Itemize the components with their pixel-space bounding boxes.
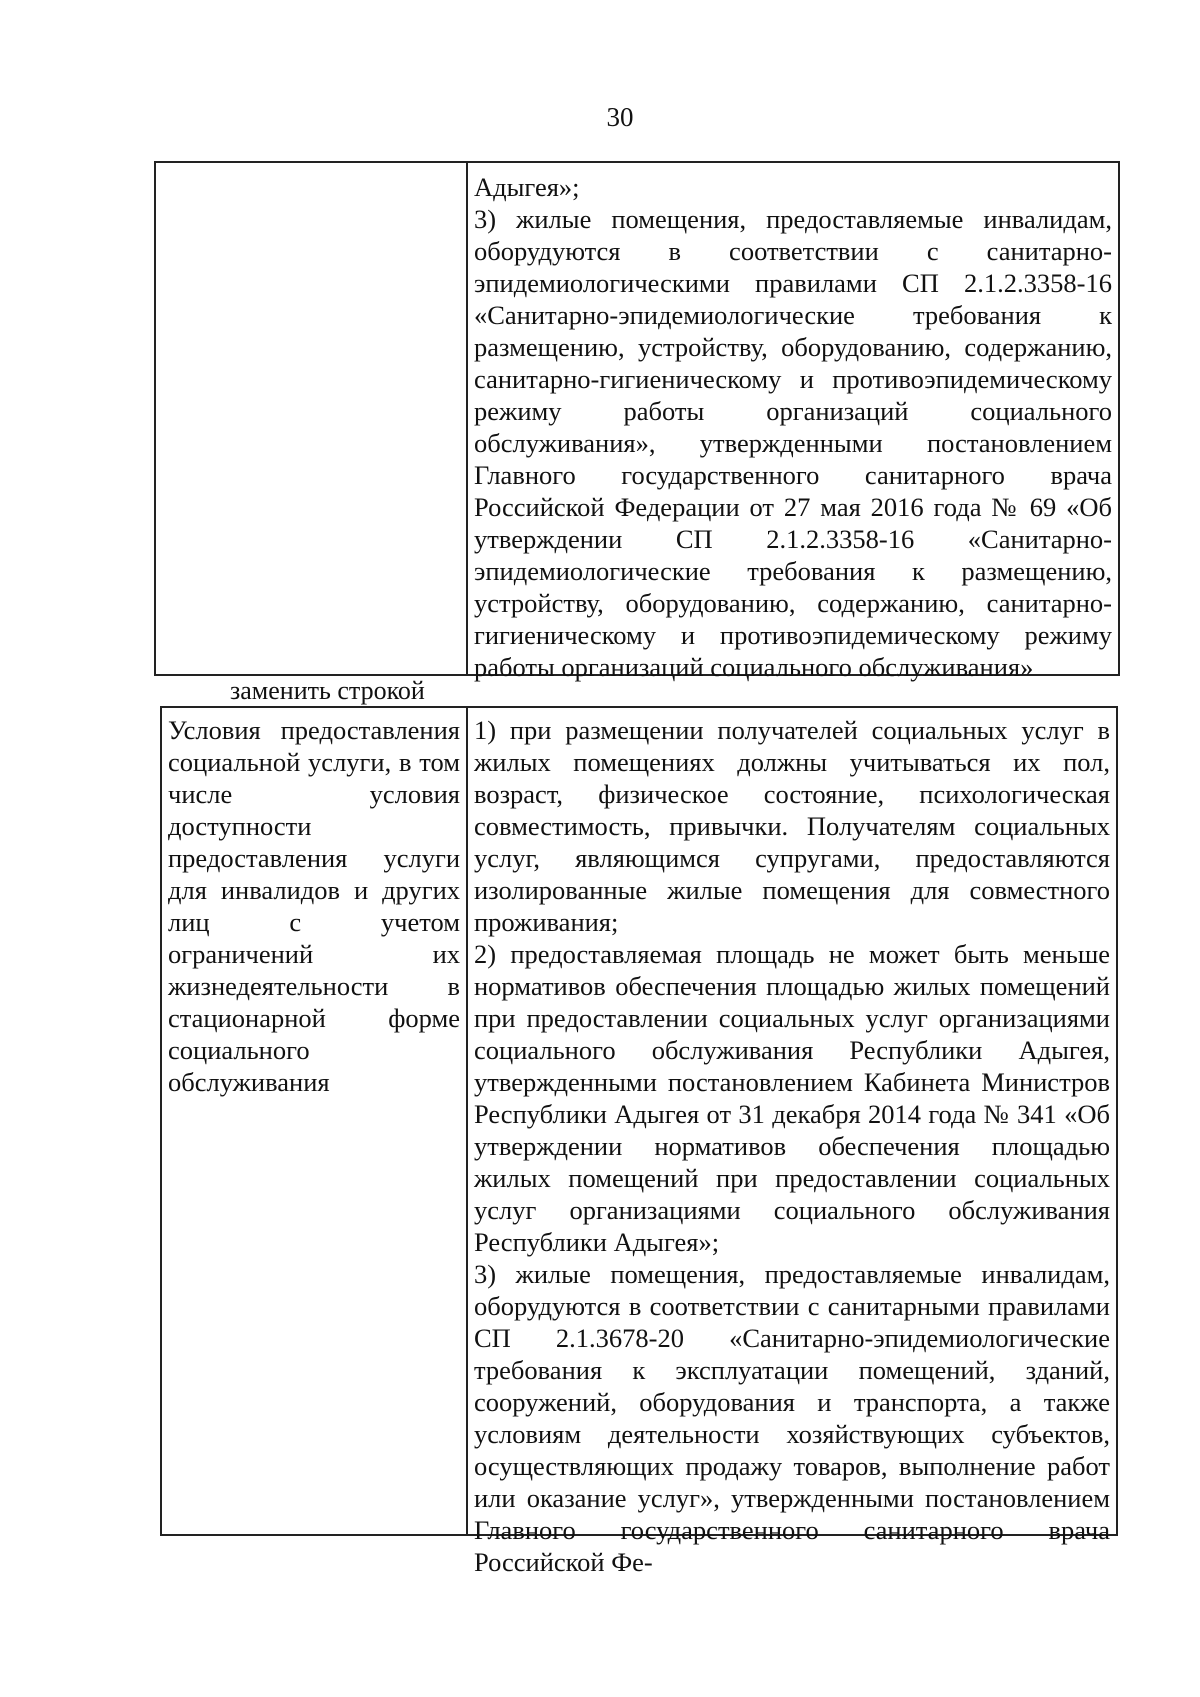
paragraph: 3) жилые помещения, предоставляемые инвалидам, оборудуются в соответствии с санитарно-эпидемиологическими правилами СП 2.1.2.3358-16 «Санитарно-эпидемиологические требования к размещению, устройству, оборудованию, содержанию, санитарно-гигиеническому и противоэпидемическому режиму работы организаций социального обслуживания», утвержденными постановлением Главного государственного санитарного врача Российской Федерации от 27 мая 2016 года № 69 «Об утверждении СП 2.1.2.3358-16 «Санитарно-эпидемиологические требования к размещению, устройству, оборудованию, содержанию, санитарно-гигиеническому и противоэпидемическому режиму работы организаций социального обслуживания»: [474, 204, 1112, 682]
paragraph: 1) при размещении получателей социальных услуг в жилых помещениях должны учитываться их пол, возраст, физическое состояние, психологическая совместимость, привычки. Получателям социальных услуг, являющимся супругами, предоставляются изолированные жилые помещения для совместного проживания;: [474, 715, 1110, 937]
new-row-table: [160, 706, 1118, 1577]
new-row-left-cell: Условия предоставления социальной услуги, в том числе условия доступности предоставления услуги для инвалидов и других лиц с учетом ограничений их жизнедеятельности в стационарной форме социального обслуживания: [162, 708, 468, 1534]
new-row-right-cell: [468, 708, 1116, 1577]
paragraph: Адыгея»;: [474, 172, 580, 202]
page-number: 30: [606, 102, 634, 132]
paragraph: 3) жилые помещения, предоставляемые инвалидам, оборудуются в соответствии с санитарными правилами СП 2.1.3678-20 «Санитарно-эпидемиологические требования к эксплуатации помещений, зданий, сооружений, оборудования и транспорта, а также условиям деятельности хозяйствующих субъектов, осуществляющих продажу товаров, выполнение работ или оказание услуг», утвержденными постановлением Главного государственного санитарного врача Российской Фе-: [474, 1259, 1110, 1577]
previous-row-left-cell: [156, 163, 468, 674]
replace-label: заменить строкой: [230, 676, 425, 705]
previous-row-right-cell: [468, 163, 1118, 682]
previous-row-table: [154, 161, 1120, 682]
paragraph: 2) предоставляемая площадь не может быть меньше нормативов обеспечения площадью жилых помещений при предоставлении социальных услуг организациями социального обслуживания Республики Адыгея, утвержденными постановлением Кабинета Министров Республики Адыгея от 31 декабря 2014 года № 341 «Об утверждении нормативов обеспечения площадью жилых помещений при предоставлении социальных услуг организациями социального обслуживания Республики Адыгея»;: [474, 939, 1110, 1257]
